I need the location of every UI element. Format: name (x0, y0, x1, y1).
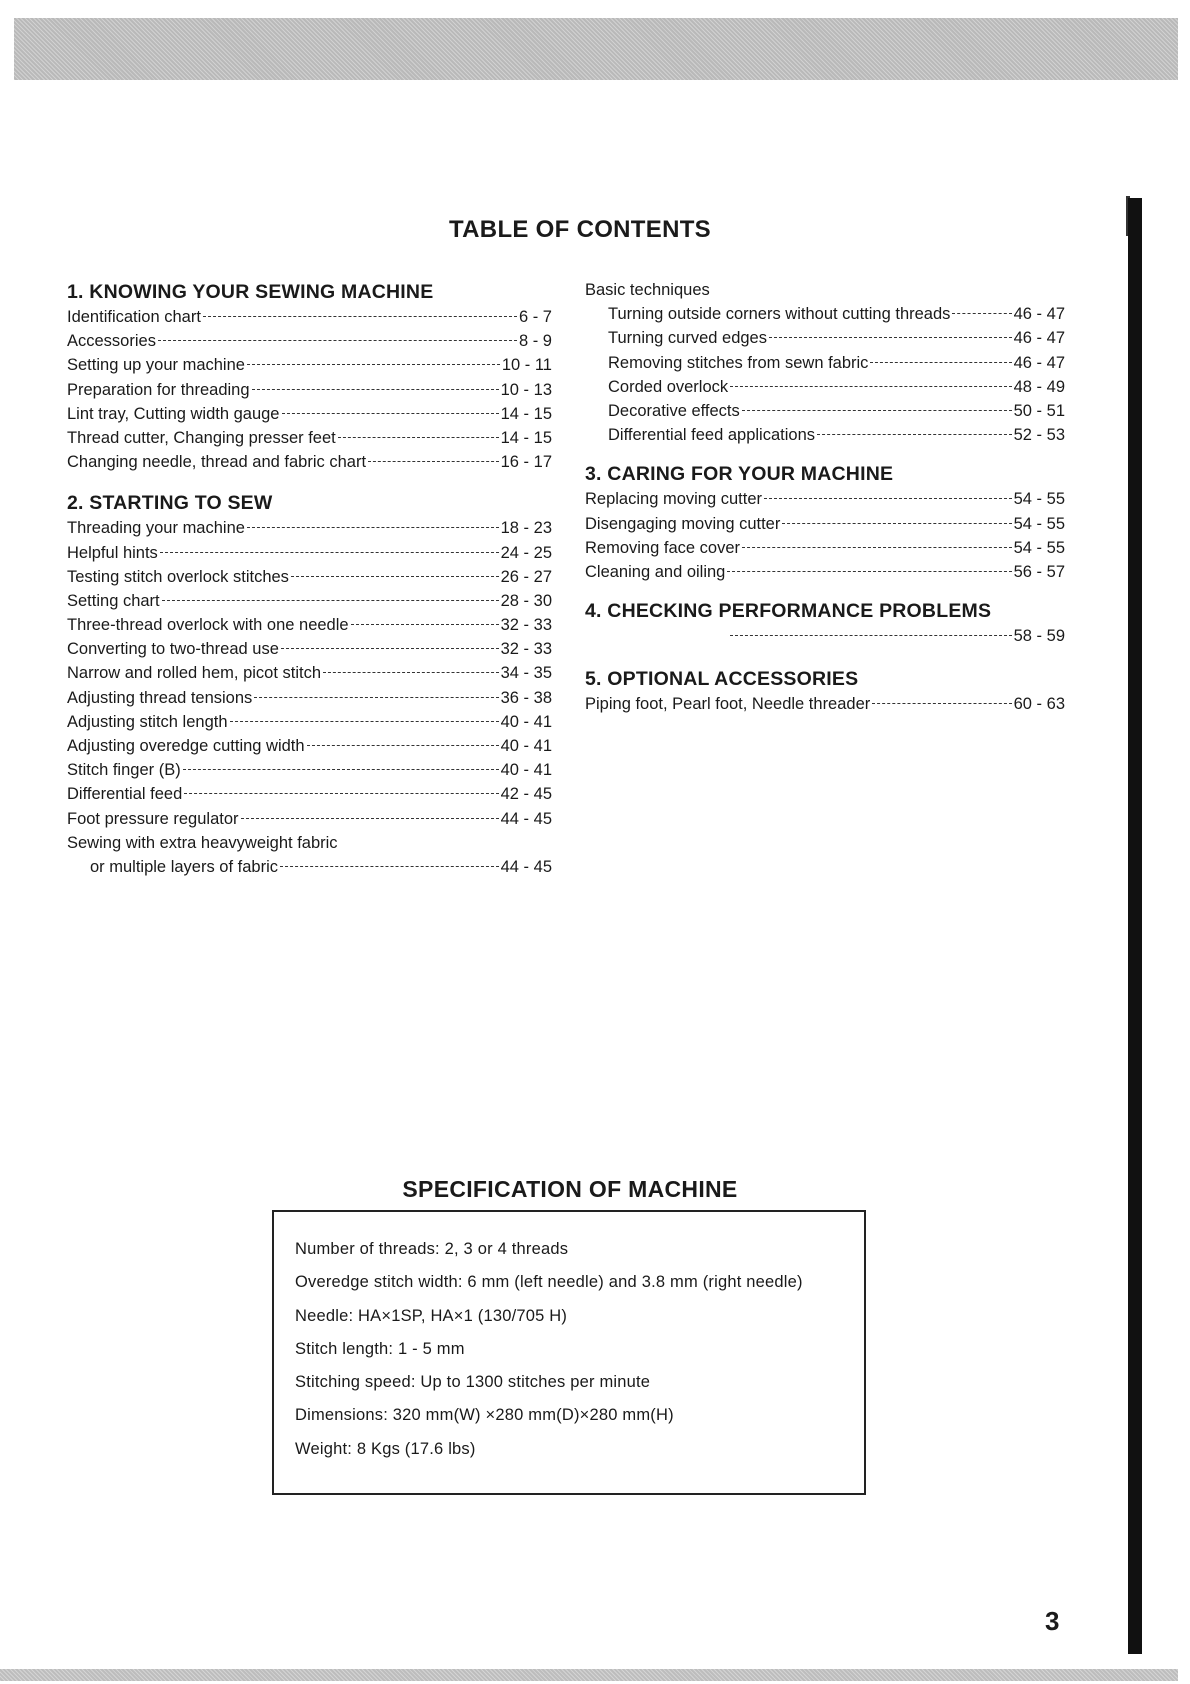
toc-entry-label: Preparation for threading (67, 380, 250, 399)
toc-entry (67, 332, 552, 356)
toc-left-column (67, 280, 552, 882)
dot-leader (730, 635, 1012, 636)
dot-leader (817, 434, 1012, 435)
spec-line: Stitching speed: Up to 1300 stitches per minute (295, 1373, 651, 1392)
toc-entry (67, 356, 552, 380)
toc-entry-label: Three-thread overlock with one needle (67, 616, 349, 635)
toc-entry-pages: 54 - 55 (1013, 514, 1065, 533)
dot-leader (351, 624, 499, 625)
spec-line: Needle: HA×1SP, HA×1 (130/705 H) (295, 1306, 568, 1325)
toc-entry (67, 640, 552, 664)
toc-entry (67, 810, 552, 834)
dot-leader (252, 389, 499, 390)
toc-entry-label: Cleaning and oiling (585, 562, 726, 581)
toc-entry-pages: 54 - 55 (1013, 490, 1065, 509)
toc-entry-label: Turning outside corners without cutting threads (608, 305, 951, 324)
toc-entry-label: or multiple layers of fabric (90, 857, 278, 876)
dot-leader (254, 697, 498, 698)
toc-entry (67, 592, 552, 616)
dot-leader (368, 461, 499, 462)
toc-entry (67, 544, 552, 568)
toc-entry-label: Testing stitch overlock stitches (67, 567, 289, 586)
dot-leader (160, 552, 499, 553)
toc-entry-pages: 26 - 27 (500, 567, 552, 586)
toc-entry-pages: 46 - 47 (1013, 305, 1065, 324)
dot-leader (162, 600, 499, 601)
toc-entry (67, 713, 552, 737)
toc-entry-label: Accessories (67, 332, 156, 351)
toc-entry (585, 563, 1065, 587)
toc-entry (585, 539, 1065, 563)
toc-entry-label: Differential feed (67, 785, 183, 804)
toc-entry-label: Thread cutter, Changing presser feet (67, 428, 336, 447)
toc-entry-heavy-line2 (67, 858, 552, 882)
toc-entry (67, 689, 552, 713)
section-heading-checking: 4. CHECKING PERFORMANCE PROBLEMS (585, 600, 992, 623)
toc-entry-label: Decorative effects (608, 401, 740, 420)
section-heading-optional: 5. OPTIONAL ACCESSORIES (585, 668, 859, 691)
toc-entry-label: Sewing with extra heavyweight fabric (67, 833, 338, 852)
toc-list-basic (585, 305, 1065, 450)
page-title: TABLE OF CONTENTS (449, 216, 711, 243)
toc-entry-pages: 46 - 47 (1013, 329, 1065, 348)
toc-entry (67, 616, 552, 640)
toc-entry-label: Stitch finger (B) (67, 761, 181, 780)
spec-box (272, 1210, 866, 1495)
dot-leader (764, 498, 1012, 499)
section-heading-caring: 3. CARING FOR YOUR MACHINE (585, 463, 894, 486)
toc-entry-label: Threading your machine (67, 519, 245, 538)
dot-leader (183, 769, 499, 770)
toc-entry-label: Removing stitches from sewn fabric (608, 353, 869, 372)
toc-entry-pages: 14 - 15 (500, 404, 552, 423)
toc-entry-label: Adjusting stitch length (67, 712, 228, 731)
dot-leader (742, 547, 1012, 548)
toc-entry-pages: 32 - 33 (500, 640, 552, 659)
toc-entry-label: Lint tray, Cutting width gauge (67, 404, 280, 423)
toc-entry (67, 405, 552, 429)
header-band (14, 18, 1178, 80)
toc-list-starting (67, 519, 552, 833)
spec-line: Stitch length: 1 - 5 mm (295, 1339, 465, 1358)
toc-entry-pages: 8 - 9 (518, 332, 552, 351)
toc-entry (67, 381, 552, 405)
toc-entry-pages: 14 - 15 (500, 428, 552, 447)
toc-entry-label: Adjusting overedge cutting width (67, 737, 305, 755)
dot-leader (230, 721, 499, 722)
toc-entry (67, 785, 552, 809)
toc-entry-pages: 16 - 17 (500, 453, 552, 472)
toc-entry-label: Setting chart (67, 591, 160, 610)
dot-leader (281, 648, 499, 649)
toc-entry-pages: 46 - 47 (1013, 353, 1065, 372)
toc-entry (585, 402, 1065, 426)
toc-entry-pages: 54 - 55 (1013, 538, 1065, 557)
toc-entry-label: Narrow and rolled hem, picot stitch (67, 664, 322, 683)
dot-leader (241, 818, 499, 819)
toc-entry-pages: 10 - 13 (500, 380, 552, 399)
toc-entry-label: Foot pressure regulator (67, 809, 239, 828)
spec-list (295, 1240, 803, 1473)
dot-leader (280, 866, 499, 867)
page-number: 3 (1045, 1606, 1060, 1636)
dot-leader (158, 340, 517, 341)
dot-leader (247, 364, 500, 365)
toc-list-optional (585, 695, 1065, 719)
toc-entry-pages: 40 - 41 (500, 761, 552, 780)
dot-leader (730, 386, 1011, 387)
toc-entry (67, 664, 552, 688)
toc-entry-pages: 42 - 45 (500, 785, 552, 804)
toc-entry-pages: 40 - 41 (500, 737, 552, 755)
toc-entry-pages: 18 - 23 (500, 519, 552, 538)
toc-entry (67, 568, 552, 592)
dot-leader (291, 576, 499, 577)
dot-leader (870, 362, 1011, 363)
spec-title: SPECIFICATION OF MACHINE (402, 1176, 738, 1202)
toc-entry-label: Removing face cover (585, 538, 740, 557)
toc-entry (67, 519, 552, 543)
dot-leader (769, 337, 1012, 338)
spec-line: Dimensions: 320 mm(W) ×280 mm(D)×280 mm(H) (295, 1406, 674, 1425)
toc-entry-label: Converting to two-thread use (67, 640, 279, 659)
toc-list-knowing (67, 308, 552, 477)
toc-entry-heavy-line1 (67, 834, 552, 858)
spec-line: Overedge stitch width: 6 mm (left needle) and 3.8 mm (right needle) (295, 1273, 803, 1292)
toc-entry-pages: 24 - 25 (500, 543, 552, 562)
toc-entry-pages: 36 - 38 (500, 688, 552, 707)
toc-entry-pages: 60 - 63 (1013, 695, 1065, 714)
toc-entry-pages: 34 - 35 (500, 664, 552, 683)
toc-entry-pages: 50 - 51 (1013, 401, 1065, 420)
toc-entry (67, 429, 552, 453)
toc-entry-label: Adjusting thread tensions (67, 688, 253, 707)
section-heading-knowing: 1. KNOWING YOUR SEWING MACHINE (67, 281, 434, 303)
dot-leader (307, 745, 499, 746)
toc-entry-label: Corded overlock (608, 377, 729, 396)
toc-entry (585, 378, 1065, 402)
toc-entry-label: Setting up your machine (67, 356, 245, 375)
dot-leader (782, 523, 1011, 524)
dot-leader (203, 316, 517, 317)
toc-entry-pages: 44 - 45 (500, 809, 552, 828)
toc-entry (585, 695, 1065, 719)
toc-entry (67, 761, 552, 785)
toc-entry (67, 453, 552, 477)
toc-entry-label: Disengaging moving cutter (585, 514, 781, 533)
toc-entry (585, 426, 1065, 450)
toc-entry-pages: 6 - 7 (518, 308, 552, 326)
toc-entry-pages: 48 - 49 (1013, 377, 1065, 396)
toc-entry-pages: 40 - 41 (500, 712, 552, 731)
dot-leader (247, 527, 499, 528)
toc-entry-pages: 56 - 57 (1013, 562, 1065, 581)
dot-leader (952, 313, 1011, 314)
dot-leader (323, 672, 499, 673)
toc-entry-label: Changing needle, thread and fabric chart (67, 453, 367, 472)
dot-leader (282, 413, 499, 414)
toc-entry-label: Differential feed applications (608, 426, 815, 445)
toc-entry-pages: 10 - 11 (501, 356, 552, 375)
toc-entry (585, 354, 1065, 378)
dot-leader (338, 437, 499, 438)
spec-line: Number of threads: 2, 3 or 4 threads (295, 1240, 569, 1258)
footer-band (0, 1669, 1178, 1681)
dot-leader (742, 410, 1012, 411)
toc-right-column (585, 281, 1065, 719)
toc-entry-pages: 44 - 45 (500, 857, 552, 876)
toc-entry (67, 737, 552, 761)
toc-entry (67, 308, 552, 332)
toc-entry-label: Helpful hints (67, 543, 158, 562)
section-heading-starting: 2. STARTING TO SEW (67, 492, 273, 515)
spec-line: Weight: 8 Kgs (17.6 lbs) (295, 1439, 476, 1458)
toc-entry-label: Turning curved edges (608, 329, 767, 348)
dot-leader (727, 571, 1011, 572)
basic-techniques-heading (585, 281, 1065, 305)
toc-entry (585, 515, 1065, 539)
toc-entry-pages: 28 - 30 (500, 591, 552, 610)
toc-list-caring (585, 490, 1065, 587)
toc-entry-pages: 32 - 33 (500, 616, 552, 635)
toc-entry-label: Piping foot, Pearl foot, Needle threader (585, 695, 871, 714)
page-edge-bar (1128, 198, 1142, 1654)
toc-entry-checking (585, 627, 1065, 651)
toc-entry (585, 490, 1065, 514)
toc-entry (585, 329, 1065, 353)
toc-entry-pages: 52 - 53 (1013, 426, 1065, 445)
dot-leader (872, 703, 1011, 704)
toc-entry-pages: 58 - 59 (1013, 627, 1065, 646)
toc-entry-label: Replacing moving cutter (585, 490, 763, 509)
toc-entry (585, 305, 1065, 329)
basic-techniques-label: Basic techniques (585, 281, 710, 299)
toc-entry-label: Identification chart (67, 308, 201, 326)
dot-leader (184, 793, 498, 794)
